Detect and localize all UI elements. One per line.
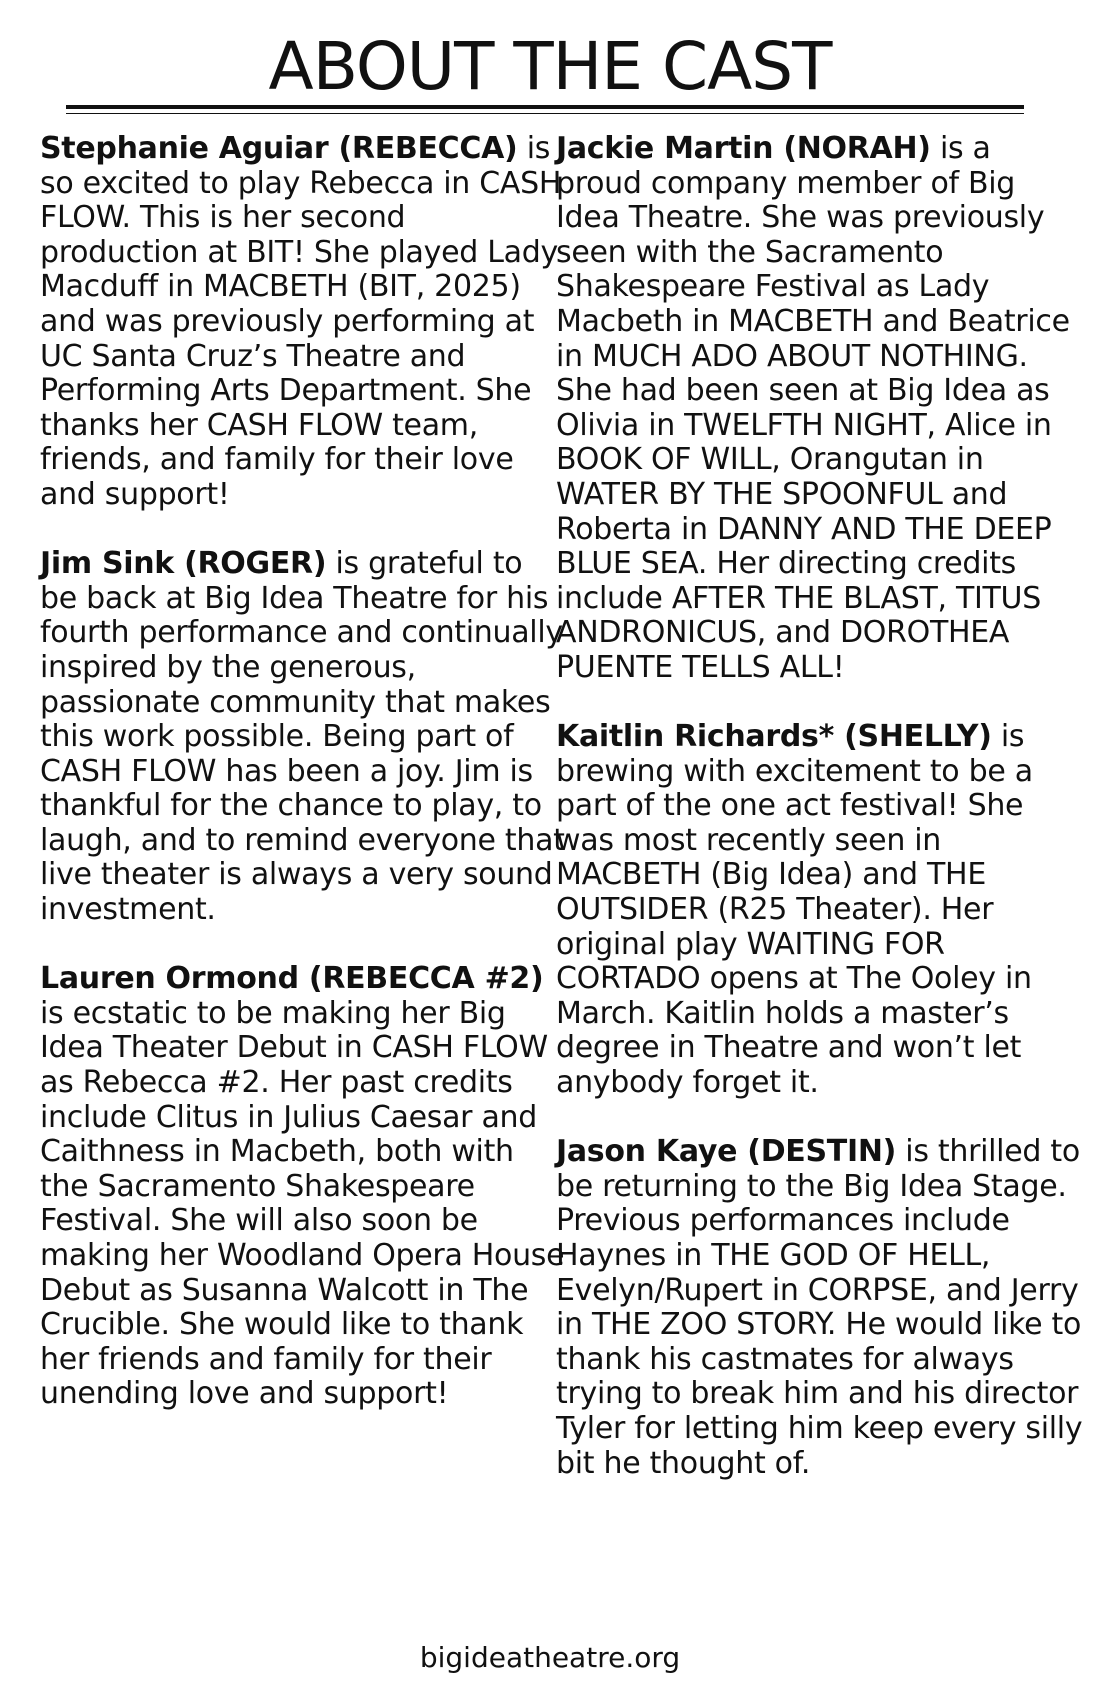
bio-jason-kaye (556, 1135, 1084, 1481)
bio-text: is so excited to play Rebecca in CASH FLOW. This is her second production at BIT! She played Lady Macduff in MACBETH (BIT, 2025) and was previously performing at UC Santa Cruz’s Theatre and Performing Arts Department. She thanks her CASH FLOW team, friends, and family for their love and support! (40, 131, 562, 512)
left-column (40, 132, 568, 1447)
title-underline-thick (66, 105, 1024, 109)
title-underline-thin (66, 113, 1024, 114)
bio-jackie-martin (556, 132, 1084, 686)
bio-name: Stephanie Aguiar (REBECCA) (40, 131, 518, 166)
bio-stephanie-aguiar (40, 132, 568, 513)
bio-text: is brewing with excitement to be a part of the one act festival! She was most recently seen in MACBETH (Big Idea) and THE OUTSIDER (R25 Theater). Her original play WAITING FOR CORTADO opens at The Ooley in March. Kaitlin holds a master’s degree in Theatre and won’t let anybody forget it. (556, 719, 1033, 1101)
bio-name: Lauren Ormond (REBECCA #2) (40, 961, 544, 997)
bio-text: is ecstatic to be making her Big Idea Theater Debut in CASH FLOW as Rebecca #2. Her past credits include Clitus in Julius Caesar and Caithness in Macbeth, both with the Sacramento Shakespeare Festival. She will also soon be making her Woodland Opera House Debut as Susanna Walcott in The Crucible. She would like to thank her friends and family for their unending love and support! (40, 995, 565, 1412)
footer-website: bigideatheatre.org (419, 1641, 681, 1674)
bio-name: Kaitlin Richards* (SHELLY) (556, 719, 992, 755)
bio-lauren-ormond (40, 962, 568, 1412)
bio-text: is grateful to be back at Big Idea Theatre for his fourth performance and continually inspired by the generous, passionate community that makes this work possible. Being part of CASH FLOW has been a joy. Jim is thankful for the chance to play, to laugh, and to remind everyone that live theater is always a very sound investment. (40, 546, 565, 928)
bio-text: is thrilled to be returning to the Big Idea Stage. Previous performances include Haynes in THE GOD OF HELL, Evelyn/Rupert in CORPSE, and Jerry in THE ZOO STORY. He would like to thank his castmates for always trying to break him and his director Tyler for letting him keep every silly bit he thought of. (556, 1134, 1083, 1481)
bio-name: Jackie Martin (NORAH) (556, 131, 931, 166)
bio-text: is a proud company member of Big Idea Theatre. She was previously seen with the Sacramento Shakespeare Festival as Lady Macbeth in MACBETH and Beatrice in MUCH ADO ABOUT NOTHING. She had been seen at Big Idea as Olivia in TWELFTH NIGHT, Alice in BOOK OF WILL, Orangutan in WATER BY THE SPOONFUL and Roberta in DANNY AND THE DEEP BLUE SEA. Her directing credits include AFTER THE BLAST, TITUS ANDRONICUS, and DOROTHEA PUENTE TELLS ALL! (556, 131, 1070, 685)
bio-name: Jason Kaye (DESTIN) (556, 1134, 897, 1170)
bio-kaitlin-richards (556, 720, 1084, 1101)
page-title: ABOUT THE CAST (268, 28, 832, 105)
bio-jim-sink (40, 547, 568, 928)
right-column (556, 132, 1084, 1516)
bio-name: Jim Sink (ROGER) (40, 546, 327, 582)
